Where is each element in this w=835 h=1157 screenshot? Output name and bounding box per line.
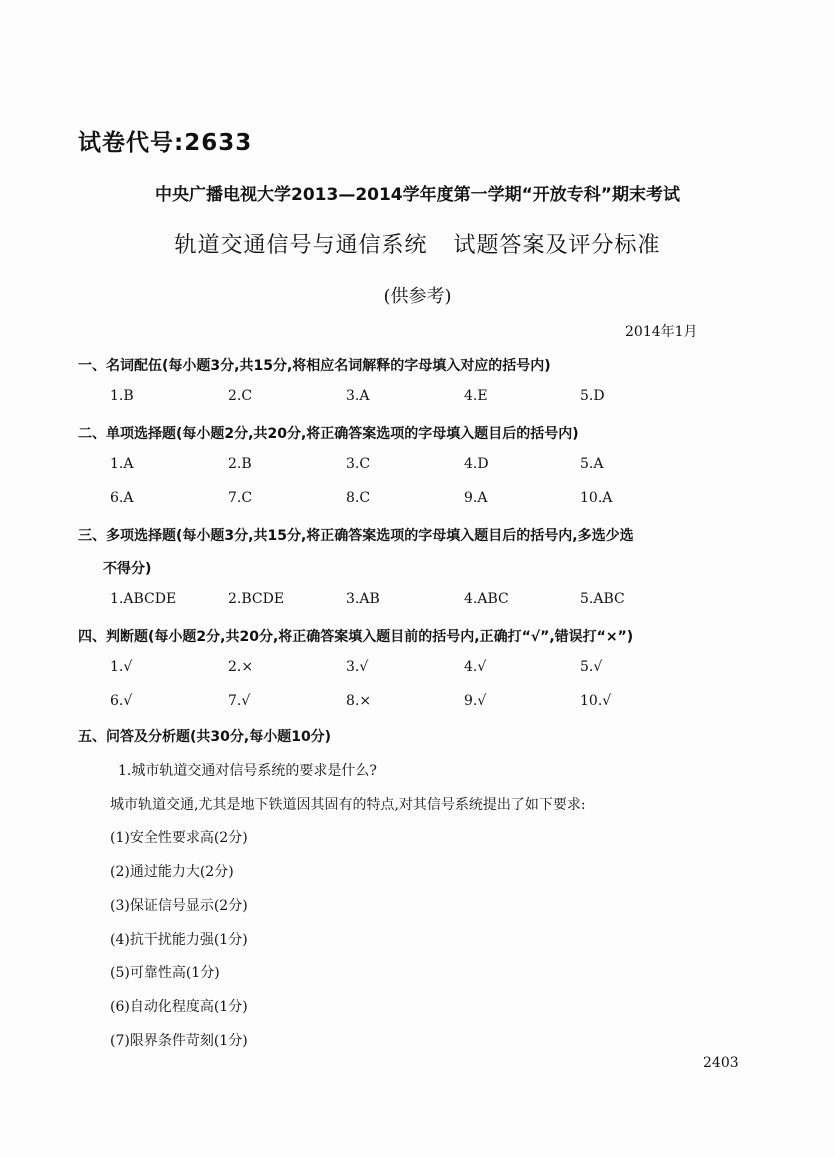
answer-point: (6)自动化程度高(1分) (110, 999, 248, 1015)
exam-title: 中央广播电视大学2013—2014学年度第一学期“开放专科”期末考试 (155, 185, 680, 205)
answer-item: 7.C (228, 490, 253, 506)
section-3-heading-continued: 不得分) (103, 561, 152, 577)
document-title (0, 228, 835, 259)
answer-item: 2.B (228, 456, 252, 472)
answer-item: 1.B (110, 388, 134, 404)
answer-item: 10.A (580, 490, 613, 506)
answer-item: 8.C (346, 490, 371, 506)
answer-point: (3)保证信号显示(2分) (110, 898, 248, 914)
answer-item: 2.C (228, 388, 253, 404)
answer-item: 9.A (464, 490, 488, 506)
section-2-heading: 二、单项选择题(每小题2分,共20分,将正确答案选项的字母填入题目后的括号内) (78, 426, 579, 442)
section-1-heading: 一、名词配伍(每小题3分,共15分,将相应名词解释的字母填入对应的括号内) (78, 358, 551, 374)
answer-item: 10.√ (580, 693, 612, 709)
answer-item: 1.ABCDE (110, 591, 177, 607)
answer-item: 5.A (580, 456, 604, 472)
answer-item: 8.× (346, 693, 372, 709)
answer-item: 4.ABC (464, 591, 509, 607)
answer-intro: 城市轨道交通,尤其是地下铁道因其固有的特点,对其信号系统提出了如下要求: (110, 797, 586, 813)
page-number: 2403 (703, 1055, 739, 1071)
answer-item: 5.√ (580, 659, 603, 675)
answer-item: 5.ABC (580, 591, 625, 607)
reference-note: (供参考) (383, 286, 452, 307)
answer-item: 3.√ (346, 659, 369, 675)
answer-point: (5)可靠性高(1分) (110, 965, 220, 981)
answer-item: 4.E (464, 388, 488, 404)
exam-date: 2014年1月 (625, 324, 698, 340)
answer-item: 3.AB (346, 591, 380, 607)
document-type: 试题答案及评分标准 (453, 233, 661, 258)
answer-point: (4)抗干扰能力强(1分) (110, 932, 248, 948)
answer-item: 4.√ (464, 659, 487, 675)
section-3-heading: 三、多项选择题(每小题3分,共15分,将正确答案选项的字母填入题目后的括号内,多选少选 (78, 528, 634, 544)
answer-item: 2.BCDE (228, 591, 285, 607)
answer-item: 5.D (580, 388, 605, 404)
answer-item: 9.√ (464, 693, 487, 709)
answer-item: 1.A (110, 456, 134, 472)
section-4-heading: 四、判断题(每小题2分,共20分,将正确答案填入题目前的括号内,正确打“√”,错误打“×”) (78, 629, 634, 645)
answer-item: 7.√ (228, 693, 251, 709)
answer-item: 6.√ (110, 693, 133, 709)
course-name: 轨道交通信号与通信系统 (174, 233, 428, 258)
paper-code: 试卷代号:2633 (78, 130, 253, 156)
answer-item: 1.√ (110, 659, 133, 675)
answer-item: 3.C (346, 456, 371, 472)
section-5-heading: 五、问答及分析题(共30分,每小题10分) (78, 729, 332, 745)
answer-item: 6.A (110, 490, 134, 506)
question-text: 1.城市轨道交通对信号系统的要求是什么? (118, 763, 377, 779)
answer-point: (2)通过能力大(2分) (110, 864, 234, 880)
answer-item: 2.× (228, 659, 254, 675)
answer-point: (7)限界条件苛刻(1分) (110, 1033, 248, 1049)
answer-item: 4.D (464, 456, 489, 472)
answer-point: (1)安全性要求高(2分) (110, 830, 248, 846)
answer-item: 3.A (346, 388, 370, 404)
